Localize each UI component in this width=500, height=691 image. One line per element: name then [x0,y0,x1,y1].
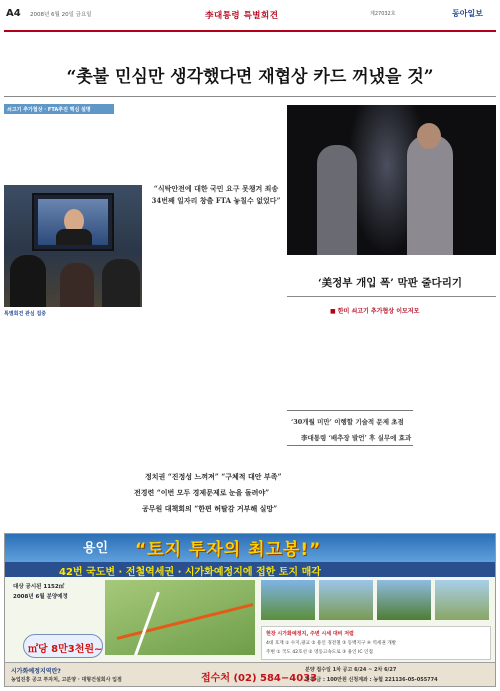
pull-quote: “식탁안전에 대한 국민 요구 못챙겨 죄송 34번째 일자리 창출 FTA 놓칠수 없었다” [151,184,281,205]
ad-title: “토지 투자의 최고봉!” [135,540,322,560]
ad-banner [5,534,496,562]
viewer-silhouette [60,263,94,307]
concert-photo [287,105,496,255]
section-title: 李대통령 특별회견 [205,11,279,21]
ad-footer-title: 시가화예정지역란? [11,668,61,675]
right-subheadline: ‘美정부 개입 폭’ 막판 줄다리기 [317,277,462,289]
ad-footer-right-2: 신청 금 : 100만원 신청계좌 : 농협 221136-05-055774 [305,677,438,683]
ad-location: 용인 [83,541,109,556]
photo-caption-title: 특별회견 관심 집중 [4,311,47,317]
tv-speech-photo [4,185,142,307]
header-rule [4,30,496,32]
ad-photo [435,580,489,620]
ad-info-line-2: 4대 호재 ① 수지,광교 ② 용인 경전철 ③ 동백지구 ④ 역세권 개발 [266,641,397,646]
dateline: 2008년 6월 20일 금요일 [30,12,92,18]
speaker-suit [56,229,92,245]
viewer-silhouette [10,255,46,307]
ad-schedule-line: 2008년 6월 분양예정 [13,594,68,600]
headline-divider [4,96,496,97]
reaction-head-1: 정치권 “진정성 느껴져” “구체적 대안 부족” [145,472,282,481]
ad-left-info [13,582,101,600]
issue-number: 제27032호 [370,11,396,17]
newspaper-name: 동아일보 [452,9,483,18]
map-road [133,592,160,655]
ad-subtitle-band [5,562,496,577]
sidebar-head-1: ‘30개월 미만’ 이행할 기술적 문제 초점 [291,418,404,426]
land-sale-advertisement [4,533,496,687]
viewer-silhouette [102,259,140,307]
ad-photo [319,580,373,620]
ad-footer-right-1: 분양 접수일 1차 공고 6/24 ~ 2차 6/27 [305,667,397,673]
page-number: A4 [6,8,21,19]
ad-photo-strip [261,580,491,620]
ad-location-map [105,580,255,655]
sidebar-head-2: 李대통령 ‘배추장 발언’ 후 실무에 효과 [301,434,412,442]
right-section-tag: ■ 한미 쇠고기 추가협상 이모저모 [330,308,420,315]
ad-footer-text: 농업진흥 공고 투자처, 고분양 · 대형건설회사 입점 [11,677,122,683]
ad-price-badge [23,634,103,658]
ad-area-line: 대상 공시된 1152㎡ [13,584,65,590]
tv-screen [38,199,108,245]
subhead-divider [287,296,496,297]
article-tag-band [4,104,114,114]
performer-head [417,123,441,149]
ad-footer [5,662,496,687]
ad-phone-number: 접수처 (02) 584−4033 [201,673,318,684]
reaction-head-2: 전경련 “이번 모두 경제문제로 눈을 돌려야” [134,488,270,497]
ad-info-box [261,626,491,660]
ad-subtitle: 42번 국도변 · 전철역세권 · 시가화예정지에 접한 토지 매각 [59,567,321,578]
performer-silhouette [407,135,453,255]
ad-info-line-1: 현장 시가화예정지, 주변 시세 대비 저렴 [266,631,354,637]
map-road [117,603,254,640]
television-set [32,193,114,251]
ad-info-line-3: 주변 ① 국도 42호선 ② 영동고속도로 ③ 용인 IC 인접 [266,650,373,655]
ad-price: ㎡당 8만3천원~ [28,644,103,655]
ad-photo [261,580,315,620]
sidebar-heads-box [287,410,413,446]
main-headline: “촛불 민심만 생각했다면 재협상 카드 꺼냈을 것” [66,67,434,87]
reaction-head-3: 공무원 대책회의 “한편 허탈감 거부해 실망” [142,504,278,513]
performer-silhouette [317,145,357,255]
ad-photo [377,580,431,620]
article-tag-label: 쇠고기 추가협상 · FTA추진 핵심 설명 [7,107,91,113]
